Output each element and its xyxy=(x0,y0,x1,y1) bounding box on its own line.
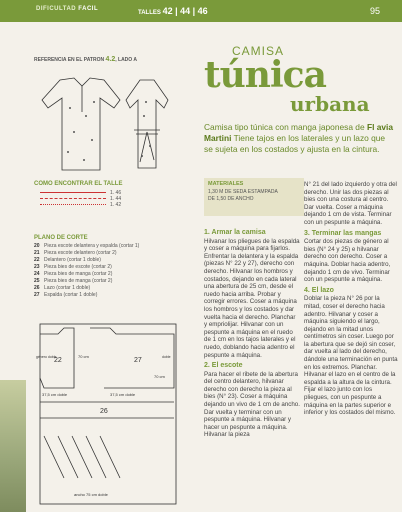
cut-plan-title: PLANO DE CORTE xyxy=(34,235,88,241)
cut-plan-list xyxy=(34,243,139,299)
dim-length-back: 70 cm xyxy=(154,374,165,379)
fold-label-left: género doble xyxy=(36,355,57,359)
pattern-reference: REFERENCIA EN EL PATRON 4.2, LADO A xyxy=(34,56,137,63)
step-4-text: Doblar la pieza N° 26 por la mitad, coser el derecho hacia adentro. Hilvanar y coser a máquina siguiendo el largo, dejando en la mitad unos centímetros sin coser. Luego por la abertura que se dejó sin coser, dar vuelta al lado del derecho, dándole una terminación en punta en los extremos. Planchar. Hilvanar el lazo en el centro de la espalda a la altura de la cintura. Fijar el lazo junto con los pliegues, con un pespunte a máquina en la partes superior e inferior y los costados del mismo. xyxy=(304,295,398,417)
piece-26-label: 26 xyxy=(100,408,108,415)
instructions-column-2 xyxy=(304,181,398,420)
list-item: 24 Pieza bies de manga (cortar 2) xyxy=(34,271,113,277)
piece-22-label: 22 xyxy=(54,357,62,364)
size-legend xyxy=(40,190,136,208)
list-item: 21 Pieza escote delantero (cortar 2) xyxy=(34,250,117,256)
size-guide-title: COMO ENCONTRAR EL TALLE xyxy=(34,181,123,187)
list-item: 20 Pieza escote delantera y espalda (cortar 1) xyxy=(34,243,140,249)
materials-title: MATERIALES xyxy=(208,181,244,187)
page-title: túnica xyxy=(204,54,326,96)
fabric-width-label: ancho 75 cm doble xyxy=(74,492,108,497)
size-line-44: 1. 44 xyxy=(40,196,136,202)
page-number: 95 xyxy=(370,6,381,16)
intro-text: Camisa tipo túnica con manga japonesa de Fl avia Martini Tiene tajos en los laterales y un lazo que se sujeta en los costados y ajusta en la cintura. xyxy=(204,122,394,154)
list-item: 27 Espalda (cortar 1 doble) xyxy=(34,292,98,298)
list-item: 26 Lazo (cortar 1 doble) xyxy=(34,285,91,291)
dim-width-back: 37,5 cm doble xyxy=(110,392,136,397)
materials-box xyxy=(204,178,304,216)
size-line-46: 1. 46 xyxy=(40,190,136,196)
dim-length-front: 70 cm xyxy=(78,354,89,359)
dim-width-front: 37,5 cm doble xyxy=(42,392,68,397)
cut-pattern-diagram xyxy=(34,318,180,508)
step-4-title: 4. El lazo xyxy=(304,286,334,294)
page-subtitle: urbana xyxy=(290,92,370,116)
sizes-label: TALLES 42 | 44 | 46 xyxy=(138,6,208,16)
top-bar xyxy=(0,0,402,22)
step-3-title: 3. Terminar las mangas xyxy=(304,229,382,237)
title-kicker: CAMISA xyxy=(232,44,285,58)
step-2-continued-text: N° 21 del lado izquierdo y otra del derecho. Unir las dos piezas al bies con una costura al centro. Dar vuelta. Coser a máquina dejando 1 cm de vista. Terminar con un pespunte a máquina. xyxy=(304,181,397,226)
instructions-column-1 xyxy=(204,226,300,442)
step-3-text: Cortar dos piezas de género al bies (N° 24 y 25) e hilvanar derecho con derecho. Coser a máquina. Doblar hacia adentro, dejando 1 cm de vivo. Terminar con un pespunte a máquina. xyxy=(304,238,391,284)
garment-sketch xyxy=(34,72,180,176)
step-1-title: 1. Armar la camisa xyxy=(204,229,266,236)
piece-27-label: 27 xyxy=(134,357,142,364)
list-item: 23 Pieza bies de escote (cortar 2) xyxy=(34,264,112,270)
fold-label-right: doble xyxy=(162,355,171,359)
list-item: 25 Pieza bies de manga (cortar 2) xyxy=(34,278,113,284)
difficulty-label: DIFICULTAD FACIL xyxy=(36,6,99,12)
size-line-42: 1. 42 xyxy=(40,202,136,208)
step-1-text: Hilvanar los pliegues de la espalda y coser a máquina para fijarlos. Enfrentar la delantera y la espalda (piezas N° 22 y 27), derecho con derecho. Hilvanar los hombros y costados, dejando en cada lateral una abertura de 25 cm, desde el ruedo hacia arriba. Probar y corregir errores. Coser a máquina los hombros y los costados y dar vuelta hacia el derecho. Planchar y empriolijar. Hilvanar con un pespunte a máquina en el ruedo de 1 cm en los tajos laterales y el ruedo, doblando hacia adentro el pespunte a máquina. xyxy=(204,237,300,359)
list-item: 22 Delantero (cortar 1 doble) xyxy=(34,257,101,263)
step-2-title: 2. El escote xyxy=(204,362,243,370)
model-photo-edge xyxy=(0,380,26,512)
materials-detail: 1,30 M DE SEDA ESTAMPADA DE 1,50 DE ANCHO xyxy=(208,189,278,202)
step-2-text: Para hacer el ribete de la abertura del centro delantero, hilvanar derecho con derecho la pieza al bies (N° 23). Coser a máquina dejando un vivo de 1 cm de ancho. Dar vuelta y terminar con un pespunte a máquina. Hilvanar y hacer un pespunte a máquina. Hilvanar la pieza xyxy=(204,370,300,439)
